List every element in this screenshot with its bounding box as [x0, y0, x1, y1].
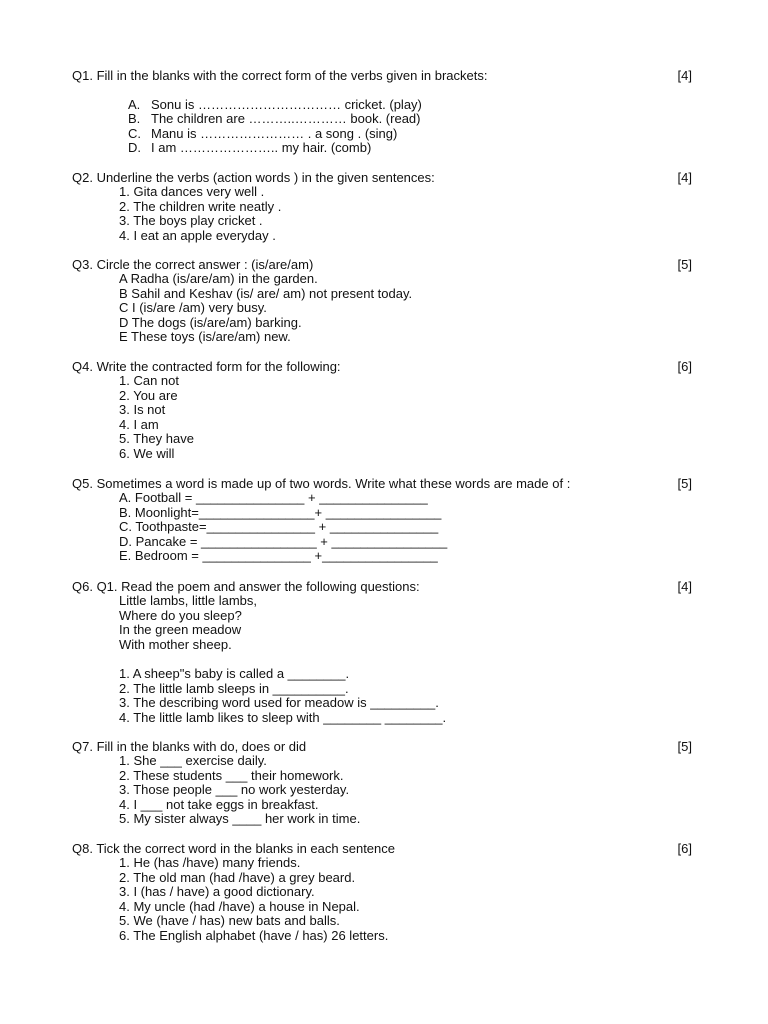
list-item: 1. She ___ exercise daily.	[119, 753, 267, 768]
item-text: Sonu is …………………………… cricket. (play)	[151, 96, 422, 112]
question-items	[72, 185, 692, 243]
question-6	[72, 579, 692, 725]
poem	[72, 594, 692, 652]
poem-line: Where do you sleep?	[119, 607, 242, 623]
poem-line: In the green meadow	[119, 622, 242, 638]
question-4	[72, 359, 692, 462]
question-title: Q8. Tick the correct word in the blanks in each sentence	[72, 841, 396, 856]
question-marks: [4]	[677, 170, 692, 185]
question-items	[72, 491, 692, 564]
list-item: D. Pancake = ________________ + ________________	[119, 533, 448, 549]
list-item: A. Football = _______________ + _______________	[119, 490, 428, 505]
question-5	[72, 476, 692, 564]
poem-line: Little lambs, little lambs,	[119, 593, 257, 608]
question-marks: [5]	[677, 476, 692, 491]
item-label: B.	[128, 111, 141, 127]
question-marks: [6]	[677, 841, 692, 856]
question-marks: [5]	[677, 257, 692, 272]
list-item: E These toys (is/are/am) new.	[119, 329, 291, 345]
list-item: 5. They have	[119, 431, 194, 447]
question-header	[72, 841, 692, 856]
list-item: B. Moonlight=________________+ ________________	[119, 504, 442, 520]
list-item: C. Toothpaste=_______________ + _______________	[119, 519, 439, 535]
list-item: 1. Can not	[119, 373, 179, 388]
question-title: Q1. Fill in the blanks with the correct form of the verbs given in brackets:	[72, 68, 488, 83]
item-text: The children are ………..………… book. (read)	[151, 111, 421, 127]
list-item: 2. The children write neatly .	[119, 198, 282, 214]
question-header	[72, 476, 692, 491]
list-item: 4. I ___ not take eggs in breakfast.	[119, 796, 319, 812]
list-item: 1. A sheep"s baby is called a ________.	[119, 665, 350, 681]
list-item: 5. My sister always ____ her work in time.	[119, 811, 361, 827]
question-header	[72, 68, 692, 83]
question-header	[72, 170, 692, 185]
list-item: D The dogs (is/are/am) barking.	[119, 314, 302, 330]
question-2	[72, 170, 692, 243]
item-label: C.	[128, 125, 141, 141]
list-item	[128, 141, 692, 156]
list-item: 4. My uncle (had /have) a house in Nepal.	[119, 898, 360, 914]
list-item: 4. I eat an apple everyday .	[119, 227, 276, 243]
question-3	[72, 257, 692, 345]
list-item: 6. We will	[119, 445, 175, 461]
question-title: Q4. Write the contracted form for the following:	[72, 359, 341, 374]
poem-line: With mother sheep.	[119, 636, 232, 652]
question-items	[72, 667, 692, 725]
list-item: 5. We (have / has) new bats and balls.	[119, 913, 340, 929]
question-marks: [6]	[677, 359, 692, 374]
question-title: Q3. Circle the correct answer : (is/are/am)	[72, 257, 314, 272]
list-item: A Radha (is/are/am) in the garden.	[119, 271, 318, 286]
question-items	[72, 272, 692, 345]
spacer	[72, 652, 692, 667]
list-item: C I (is/are /am) very busy.	[119, 300, 267, 316]
question-marks: [4]	[677, 579, 692, 594]
question-1	[72, 68, 692, 156]
list-item: 3. The describing word used for meadow is _________.	[119, 695, 439, 711]
question-items	[72, 856, 692, 944]
list-item: E. Bedroom = _______________ +________________	[119, 548, 438, 564]
list-item: 6. The English alphabet (have / has) 26 letters.	[119, 927, 389, 943]
list-item: 2. The little lamb sleeps in __________.	[119, 680, 349, 696]
list-item	[128, 98, 692, 113]
question-items	[72, 754, 692, 827]
question-header	[72, 359, 692, 374]
question-header	[72, 739, 692, 754]
question-title: Q7. Fill in the blanks with do, does or did	[72, 739, 307, 754]
question-8	[72, 841, 692, 944]
list-item	[128, 127, 692, 142]
list-item: 3. The boys play cricket .	[119, 213, 263, 229]
question-title: Q2. Underline the verbs (action words ) in the given sentences:	[72, 170, 435, 185]
question-header	[72, 579, 692, 594]
list-item: 1. He (has /have) many friends.	[119, 855, 301, 870]
list-item: 2. These students ___ their homework.	[119, 767, 344, 783]
list-item: 4. The little lamb likes to sleep with ________ ________.	[119, 709, 447, 725]
question-marks: [4]	[677, 68, 692, 83]
list-item: 3. Is not	[119, 402, 166, 418]
list-item: 1. Gita dances very well .	[119, 184, 265, 199]
list-item: 3. Those people ___ no work yesterday.	[119, 782, 350, 798]
question-header	[72, 257, 692, 272]
list-item	[128, 112, 692, 127]
item-label: A.	[128, 96, 141, 112]
question-title: Q6. Q1. Read the poem and answer the following questions:	[72, 579, 420, 594]
question-title: Q5. Sometimes a word is made up of two words. Write what these words are made of :	[72, 476, 571, 491]
item-label: D.	[128, 140, 141, 156]
spacer	[72, 83, 692, 98]
list-item: 2. The old man (had /have) a grey beard.	[119, 869, 356, 885]
list-item: 4. I am	[119, 416, 159, 432]
list-item: 2. You are	[119, 387, 178, 403]
question-7	[72, 739, 692, 827]
question-items	[72, 98, 692, 156]
question-items	[72, 374, 692, 462]
list-item: B Sahil and Keshav (is/ are/ am) not present today.	[119, 285, 413, 301]
question-marks: [5]	[677, 739, 692, 754]
list-item: 3. I (has / have) a good dictionary.	[119, 884, 315, 900]
item-text: Manu is …………………… . a song . (sing)	[151, 125, 398, 141]
item-text: I am ………………….. my hair. (comb)	[151, 140, 372, 156]
